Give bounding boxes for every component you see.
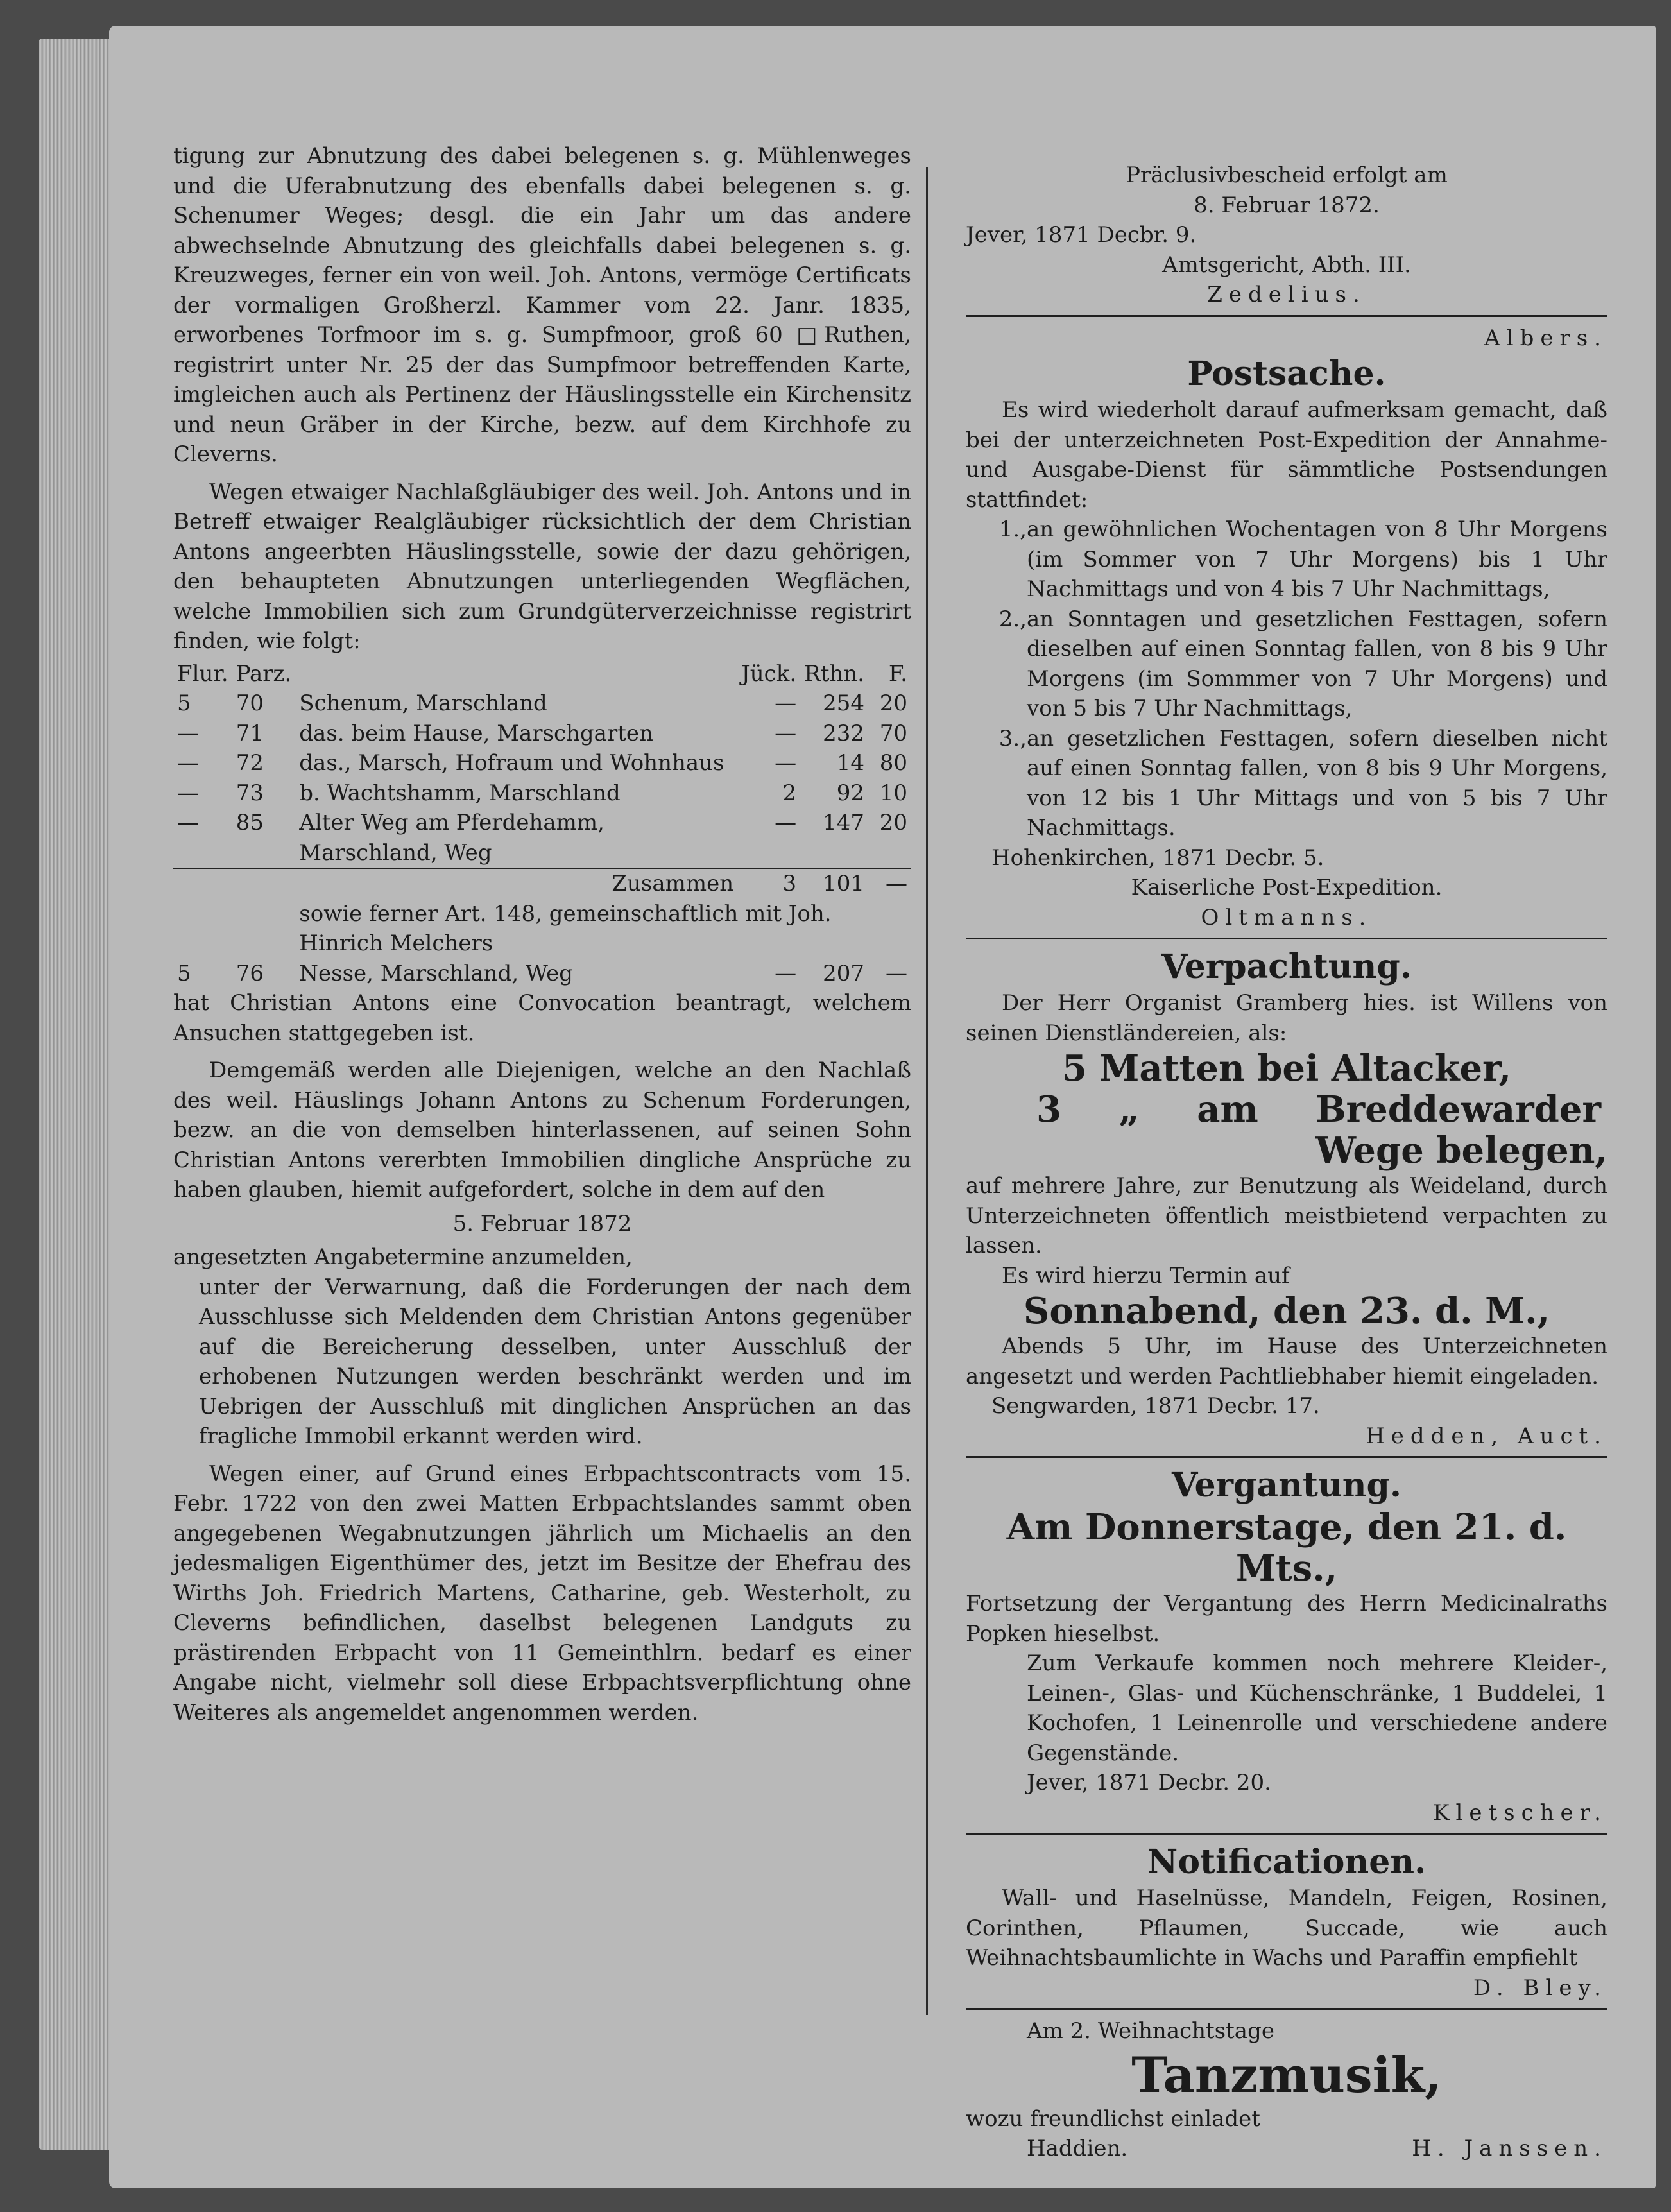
table-cell: 14 bbox=[836, 750, 864, 776]
table-cell: — bbox=[775, 750, 797, 776]
auction-heading: Vergantung. bbox=[1171, 1466, 1401, 1505]
table-cell: 73 bbox=[236, 780, 264, 806]
table-cell: 2 bbox=[782, 780, 797, 806]
table-cell: Schenum, Marschland bbox=[299, 690, 547, 716]
table-cell: — bbox=[886, 960, 907, 986]
table-note-row bbox=[173, 899, 911, 959]
auction-place: Jever, 1871 Decbr. 20. bbox=[1027, 1770, 1271, 1796]
table-sum-label: Zusammen bbox=[295, 868, 737, 899]
list-text: an gewöhnlichen Wochentagen von 8 Uhr Morgens (im Sommer von 7 Uhr Morgens) bis 1 Uhr Nachmittags und von 4 bis 7 Uhr Nachmittags, bbox=[1027, 517, 1607, 602]
post-office: Kaiserliche Post-Expedition. bbox=[1131, 875, 1443, 900]
table-cell: Nesse, Marschland, Weg bbox=[299, 960, 573, 986]
table-cell: 85 bbox=[236, 810, 264, 836]
court-place: Jever, 1871 Decbr. 9. bbox=[966, 222, 1197, 248]
table-row bbox=[173, 959, 911, 989]
list-item bbox=[966, 515, 1607, 604]
table-cell: — bbox=[775, 690, 797, 716]
table-row bbox=[173, 719, 911, 749]
table-header-cell: Parz. bbox=[236, 660, 292, 687]
table-cell: 76 bbox=[236, 960, 264, 986]
list-number: 3., bbox=[998, 725, 1027, 751]
dance-invite: wozu freundlichst einladet bbox=[966, 2105, 1260, 2132]
divider bbox=[966, 938, 1607, 939]
deadline-date: 5. Februar 1872 bbox=[452, 1210, 632, 1237]
lease-text-2: auf mehrere Jahre, zur Benutzung als Weideland, durch Unterzeichneten öffentlich meistbietend verpachten zu lassen. bbox=[966, 1173, 1607, 1258]
lease-paragraph: Wegen einer, auf Grund eines Erbpachtscontracts vom 15. Febr. 1722 von den zwei Matten Erbpachtslandes sammt oben angegebenen Wegabnutzungen jährlich um Michaelis an den jedesmaligen Eigenthümer des, jetzt im Besitze der Ehefrau des Wirths Joh. Friedrich Martens, Catharine, geb. Westerholt, zu Cleverns befindlichen, daselbst belegenen Landguts zu prästirenden Erbpacht von 11 Gemeinthlrn. bedarf es einer Angabe nicht, vielmehr soll diese Erbpachtsverpflichtung ohne Weiteres als angemeldet angenommen werden. bbox=[173, 1461, 911, 1726]
court-signature: Zedelius. bbox=[1207, 282, 1366, 307]
table-header-cell: Flur. bbox=[177, 660, 228, 687]
table-header-cell bbox=[295, 659, 737, 689]
table-cell: 70 bbox=[236, 690, 264, 716]
table-cell: 3 bbox=[737, 868, 800, 899]
table-header-cell: F. bbox=[888, 660, 907, 687]
table-sum-row bbox=[173, 868, 911, 899]
notice-auction bbox=[966, 1464, 1607, 1835]
table-cell: das. beim Hause, Marschgarten bbox=[299, 720, 653, 746]
lease-text-3: Es wird hierzu Termin auf bbox=[1002, 1262, 1290, 1289]
notifications-heading: Notificationen. bbox=[1147, 1842, 1427, 1882]
table-cell: 232 bbox=[823, 720, 864, 746]
table-header-row bbox=[173, 659, 911, 689]
list-item bbox=[966, 604, 1607, 724]
auction-text-2: Zum Verkaufe kommen noch mehrere Kleider-, Leinen-, Glas- und Küchenschränke, 1 Buddelei, 1 Kochofen, 1 Leinenrolle und verschiedene andere Gegenstände. bbox=[1027, 1650, 1607, 1766]
notice-notifications bbox=[966, 1841, 1607, 2010]
lease-date-big: Sonnabend, den 23. d. M., bbox=[1023, 1290, 1550, 1332]
table-cell: — bbox=[775, 810, 797, 836]
warning-paragraph: unter der Verwarnung, daß die Forderungen der nach dem Ausschlusse sich Meldenden dem Christian Antons gegenüber auf die Bereicherung desselben, unter Ausschluß der erhobenen Nutzungen werden beschränkt werden und im Uebrigen der Ausschluß mit dinglichen Ansprüchen an das fragliche Immobil erkannt werden wird. bbox=[199, 1274, 911, 1449]
post-signature: Oltmanns. bbox=[1201, 904, 1373, 930]
land-register-table bbox=[173, 659, 911, 989]
right-column bbox=[966, 160, 1607, 2164]
auction-text: Fortsetzung der Vergantung des Herrn Medicinalraths Popken hieselbst. bbox=[966, 1591, 1607, 1647]
table-cell: 71 bbox=[236, 720, 264, 746]
post-text: Es wird wiederholt darauf aufmerksam gemacht, daß bei der unterzeichneten Post-Expedition der Annahme- und Ausgabe-Dienst für sämmtliche Postsendungen stattfindet: bbox=[966, 397, 1607, 513]
table-cell: — bbox=[775, 720, 797, 746]
auction-date-big: Am Donnerstage, den 21. d. Mts., bbox=[1006, 1506, 1567, 1590]
dance-signature: H. Janssen. bbox=[1412, 2136, 1607, 2161]
table-cell: das., Marsch, Hofraum und Wohnhaus bbox=[299, 750, 724, 776]
dance-date: Am 2. Weihnachtstage bbox=[1027, 2018, 1274, 2044]
dance-heading: Tanzmusik, bbox=[1131, 2046, 1442, 2104]
list-number: 2., bbox=[998, 606, 1027, 632]
table-cell: 92 bbox=[836, 780, 864, 806]
court-line: Präclusivbescheid erfolgt am bbox=[1126, 162, 1448, 188]
court-date: 8. Februar 1872. bbox=[1194, 192, 1380, 218]
table-cell: 101 bbox=[800, 868, 868, 899]
table-header-cell: Jück. bbox=[741, 660, 797, 687]
table-cell: 5 bbox=[177, 960, 191, 986]
table-cell: 207 bbox=[823, 960, 864, 986]
lease-signature: Hedden, Auct. bbox=[1366, 1423, 1607, 1449]
creditors-paragraph: Wegen etwaiger Nachlaßgläubiger des weil. Joh. Antons und in Betreff etwaiger Realgläubiger rücksichtlich der dem Christian Antons angeerbten Häuslingsstelle, sowie der dazu gehörigen, den behaupteten Abnutzungen unterliegenden Wegflächen, welche Immobilien sich zum Grundgüterverzeichnisse registrirt finden, wie folgt: bbox=[173, 479, 911, 654]
convocation-paragraph: hat Christian Antons eine Convocation beantragt, welchem Ansuchen stattgegeben ist. bbox=[173, 990, 911, 1046]
left-column bbox=[173, 141, 911, 1728]
post-place: Hohenkirchen, 1871 Decbr. 5. bbox=[991, 845, 1324, 871]
table-cell: 20 bbox=[879, 810, 907, 836]
notifications-text: Wall- und Haselnüsse, Mandeln, Feigen, Rosinen, Corinthen, Pflaumen, Succade, wie auch Weihnachtsbaumlichte in Wachs und Paraffin empfiehlt bbox=[966, 1885, 1607, 1971]
notifications-signature: D. Bley. bbox=[1473, 1975, 1607, 2001]
notice-post bbox=[966, 353, 1607, 939]
lease-big-line-2 bbox=[966, 1089, 1607, 1130]
divider bbox=[966, 1456, 1607, 1458]
table-cell: 254 bbox=[823, 690, 864, 716]
lease-big-line-3: Wege belegen, bbox=[1315, 1129, 1607, 1172]
table-cell: 70 bbox=[879, 720, 907, 746]
table-cell: — bbox=[868, 868, 911, 899]
summons-paragraph: Demgemäß werden alle Diejenigen, welche an den Nachlaß des weil. Häuslings Johann Antons zu Schenum Forderungen, bezw. an die von demselben hinterlassenen, auf seinen Sohn Christian Antons vererbten Immobilien dingliche Ansprüche zu haben glauben, hiemit aufgefordert, solche in dem auf den bbox=[173, 1058, 911, 1203]
table-header-cell: Rthn. bbox=[804, 660, 864, 687]
divider bbox=[966, 1833, 1607, 1835]
lease-text: Der Herr Organist Gramberg hies. ist Willens von seinen Dienstländereien, als: bbox=[966, 990, 1607, 1046]
post-heading: Postsache. bbox=[1187, 354, 1386, 393]
table-cell: — bbox=[177, 750, 199, 776]
intro-paragraph: tigung zur Abnutzung des dabei belegenen s. g. Mühlenweges und die Uferabnutzung des ebenfalls dabei belegenen s. g. Schenumer Weges; desgl. die ein Jahr um das andere abwechselnde Abnutzung des gleichfalls dabei belegenen s. g. Kreuzweges, ferner ein von weil. Joh. Antons, vermöge Certificats der vormaligen Großherzl. Kammer vom 22. Janr. 1835, erworbenes Torfmoor im s. g. Sumpfmoor, groß 60 □Ruthen, registrirt unter Nr. 25 der das Sumpfmoor betreffenden Karte, imgleichen auch als Pertinenz der Häuslingsstelle ein Kirchensitz und neun Gräber in der Kirche, bezw. auf dem Kirchhofe zu Cleverns. bbox=[173, 143, 911, 467]
lease-heading: Verpachtung. bbox=[1161, 947, 1412, 986]
lease-place: Breddewarder bbox=[1315, 1088, 1601, 1131]
ditto-mark: „ bbox=[1118, 1088, 1140, 1131]
lease-place-date: Sengwarden, 1871 Decbr. 17. bbox=[991, 1393, 1320, 1419]
table-cell: — bbox=[177, 720, 199, 746]
dance-place: Haddien. bbox=[1027, 2136, 1128, 2161]
notice-lease bbox=[966, 946, 1607, 1458]
lease-am: am bbox=[1197, 1088, 1258, 1131]
table-cell: 80 bbox=[879, 750, 907, 776]
table-cell: — bbox=[177, 810, 199, 836]
table-note: sowie ferner Art. 148, gemeinschaftlich mit Joh. Hinrich Melchers bbox=[299, 900, 832, 956]
table-row bbox=[173, 748, 911, 778]
table-row bbox=[173, 808, 911, 868]
table-cell: — bbox=[775, 960, 797, 986]
table-row bbox=[173, 689, 911, 719]
divider bbox=[966, 315, 1607, 317]
table-cell: 147 bbox=[823, 810, 864, 836]
table-cell: 72 bbox=[236, 750, 264, 776]
table-row bbox=[173, 778, 911, 809]
column-divider bbox=[926, 167, 928, 2015]
table-cell: Alter Weg am Pferdehamm, Marschland, Weg bbox=[299, 810, 604, 866]
dance-footer bbox=[966, 2134, 1607, 2164]
registration-line: angesetzten Angabetermine anzumelden, bbox=[173, 1244, 633, 1270]
notice-court bbox=[966, 160, 1607, 353]
table-cell: 20 bbox=[879, 690, 907, 716]
divider bbox=[966, 2008, 1607, 2010]
table-cell: 10 bbox=[879, 780, 907, 806]
table-cell: — bbox=[177, 780, 199, 806]
auction-signature: Kletscher. bbox=[1433, 1799, 1607, 1826]
notice-dance bbox=[966, 2016, 1607, 2164]
list-number: 1., bbox=[998, 517, 1027, 542]
table-cell: b. Wachtshamm, Marschland bbox=[299, 780, 621, 806]
court-office: Amtsgericht, Abth. III. bbox=[1162, 252, 1411, 278]
list-item bbox=[966, 724, 1607, 843]
table-cell: 5 bbox=[177, 690, 191, 716]
court-clerk: Albers. bbox=[1484, 325, 1607, 351]
list-text: an gesetzlichen Festtagen, sofern dieselben nicht auf einen Sonntag fallen, von 8 bis 9 Uhr Morgens, von 12 bis 1 Uhr Mittags und von 5 bis 7 Uhr Nachmittags. bbox=[1027, 725, 1607, 841]
lease-count: 3 bbox=[1036, 1088, 1061, 1131]
lease-big-line: 5 Matten bei Altacker, bbox=[1061, 1047, 1512, 1090]
list-text: an Sonntagen und gesetzlichen Festtagen, sofern dieselben auf einen Sonntag fallen, von 8 bis 9 Uhr Morgens (im Sommmer von 7 Uhr Morgens) und von 5 bis 7 Uhr Nachmittags, bbox=[1027, 606, 1607, 721]
lease-text-4: Abends 5 Uhr, im Hause des Unterzeichneten angesetzt und werden Pachtliebhaber hiemit eingeladen. bbox=[966, 1333, 1607, 1389]
